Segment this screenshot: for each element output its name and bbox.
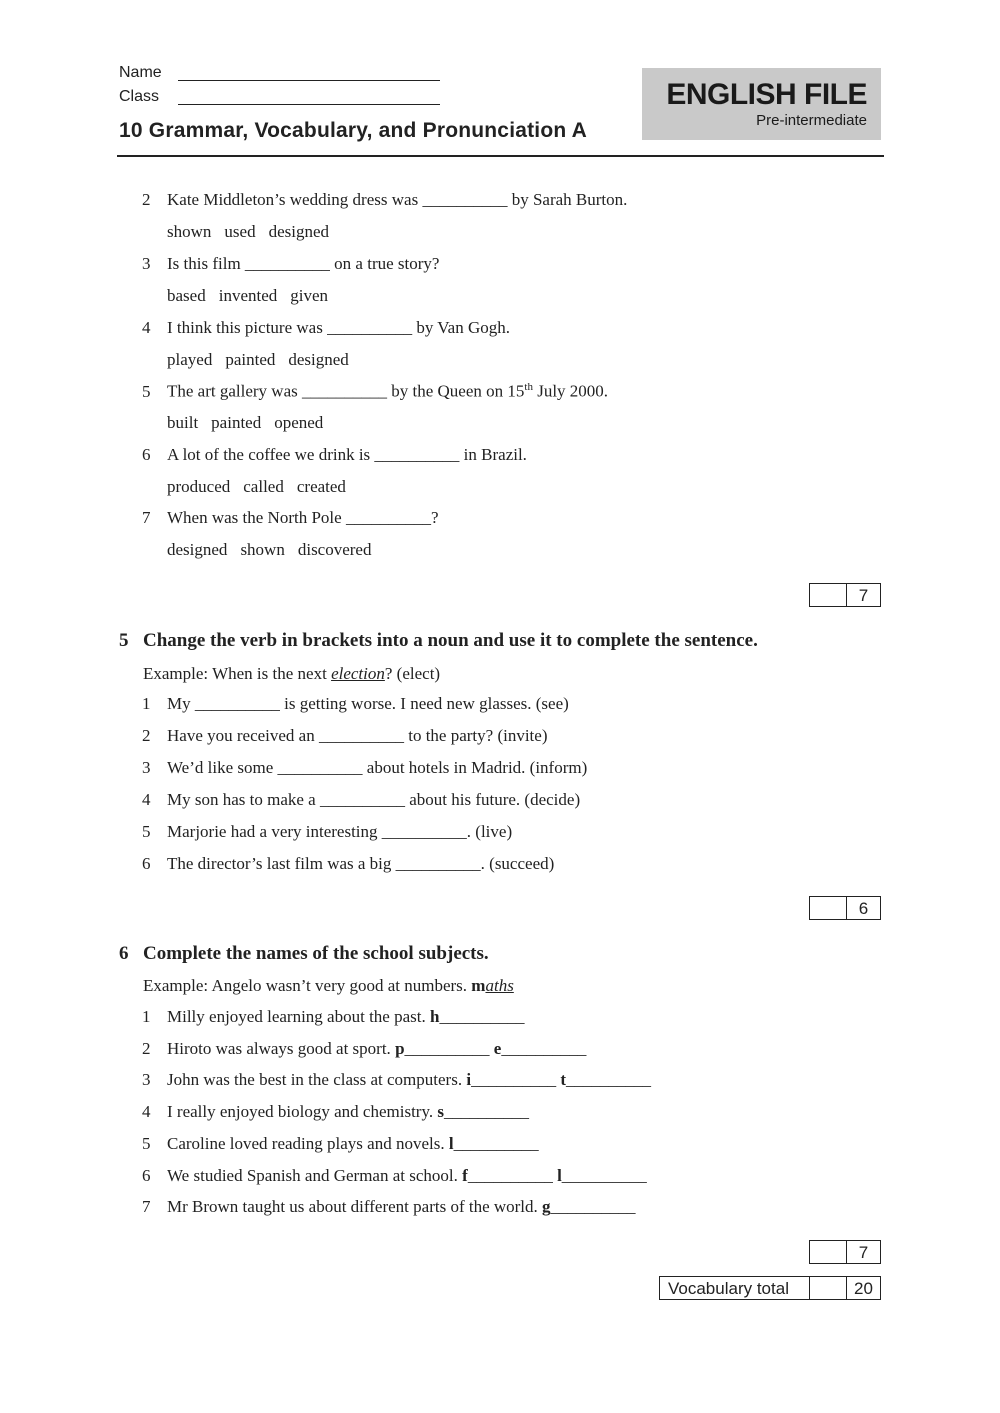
answer-blank[interactable]: __________ <box>404 1038 490 1058</box>
question-number: 3 <box>142 254 151 273</box>
question-text: July 2000. <box>532 381 609 401</box>
answer-blank[interactable]: __________ <box>277 758 363 777</box>
question-number: 6 <box>142 1165 151 1185</box>
first-letter: f <box>462 1165 468 1185</box>
question-number: 3 <box>142 1070 151 1090</box>
question-number: 5 <box>142 1133 151 1153</box>
answer-blank[interactable]: __________ <box>467 1165 553 1185</box>
question-text: is getting worse. I need new glasses. (see) <box>279 694 569 713</box>
option-word[interactable]: designed <box>288 350 349 369</box>
option-word[interactable]: given <box>290 286 329 305</box>
question-text: about hotels in Madrid. (inform) <box>362 758 588 777</box>
question-item <box>142 254 439 274</box>
first-letter: s <box>437 1102 444 1122</box>
answer-blank[interactable]: __________ <box>374 445 460 464</box>
section-5-heading <box>119 630 758 652</box>
answer-blank[interactable]: __________ <box>327 318 413 337</box>
question-text: Mr Brown taught us about different parts of the world. <box>167 1197 543 1217</box>
first-letter: p <box>395 1038 405 1058</box>
question-text: Marjorie had a very interesting <box>167 822 382 841</box>
question-text: . (succeed) <box>480 854 555 873</box>
section-4-score-box <box>809 583 881 607</box>
question-number: 6 <box>142 445 151 464</box>
question-text: ? <box>430 508 439 527</box>
answer-options <box>167 350 362 370</box>
answer-blank[interactable]: __________ <box>319 790 405 809</box>
class-label: Class <box>119 88 160 105</box>
example-answer: aths <box>485 976 514 995</box>
question-text: The director’s last film was a big <box>167 854 396 873</box>
answer-blank[interactable]: __________ <box>302 381 387 401</box>
question-item <box>142 1039 586 1059</box>
option-word[interactable]: used <box>224 222 256 241</box>
answer-blank[interactable]: __________ <box>439 1007 525 1026</box>
question-item <box>142 318 510 338</box>
question-text: to the party? (invite) <box>403 726 548 745</box>
question-number: 7 <box>142 1197 151 1217</box>
section-6-score-box <box>809 1240 881 1264</box>
question-item <box>142 381 608 402</box>
option-word[interactable]: opened <box>274 413 324 432</box>
question-text: Kate Middleton’s wedding dress was <box>167 190 423 209</box>
question-item <box>142 694 569 714</box>
option-word[interactable]: invented <box>218 286 278 305</box>
section-4-score: 7 <box>858 586 869 605</box>
question-item <box>142 822 512 842</box>
section-5-score: 6 <box>858 899 869 918</box>
option-word[interactable]: played <box>167 350 213 369</box>
question-text: Hiroto was always good at sport. <box>167 1038 396 1058</box>
section-6-score: 7 <box>858 1243 869 1262</box>
question-text: John was the best in the class at computers. <box>167 1070 467 1090</box>
question-text: by Van Gogh. <box>412 318 510 337</box>
option-word[interactable]: designed <box>167 540 228 559</box>
question-text: A lot of the coffee we drink is <box>167 445 375 464</box>
answer-blank[interactable]: __________ <box>345 508 431 527</box>
question-item <box>142 726 548 746</box>
answer-blank[interactable]: __________ <box>471 1070 557 1090</box>
first-letter: t <box>560 1070 566 1090</box>
first-letter: l <box>557 1165 562 1185</box>
question-text: about his future. (decide) <box>404 790 581 809</box>
vocabulary-total: 20 <box>854 1279 873 1298</box>
page-title: 10 Grammar, Vocabulary, and Pronunciation A <box>119 119 588 142</box>
question-text: The art gallery was <box>167 381 302 401</box>
question-number: 2 <box>142 190 151 209</box>
option-word[interactable]: produced <box>167 477 231 496</box>
question-item <box>142 445 527 465</box>
answer-options <box>167 477 359 497</box>
question-number: 4 <box>142 1102 151 1122</box>
answer-blank[interactable]: __________ <box>318 726 404 745</box>
question-number: 2 <box>142 1038 151 1058</box>
question-number: 7 <box>142 508 151 527</box>
question-text: I really enjoyed biology and chemistry. <box>167 1102 438 1122</box>
question-text: by the Queen on 15 <box>387 381 525 401</box>
vocabulary-total-label: Vocabulary total <box>659 1276 810 1300</box>
question-text: I think this picture was <box>167 318 328 337</box>
question-item <box>142 1007 524 1027</box>
answer-options <box>167 413 336 433</box>
question-item <box>142 758 587 778</box>
question-number: 3 <box>142 758 151 777</box>
option-word[interactable]: shown <box>167 222 212 241</box>
question-item <box>142 1134 539 1154</box>
answer-options <box>167 222 342 242</box>
question-item <box>142 854 554 874</box>
example-answer: election <box>331 664 385 683</box>
question-text: by Sarah Burton. <box>507 190 628 209</box>
question-text: . (live) <box>466 822 513 841</box>
option-word[interactable]: discovered <box>297 540 372 559</box>
question-text: When was the North Pole <box>167 508 346 527</box>
question-item <box>142 1102 529 1122</box>
answer-blank[interactable]: __________ <box>422 190 508 209</box>
question-item <box>142 790 580 810</box>
option-word[interactable]: painted <box>225 350 276 369</box>
first-letter: h <box>429 1007 440 1026</box>
question-text: in Brazil. <box>459 445 527 464</box>
vocabulary-total-box <box>809 1276 881 1300</box>
answer-blank[interactable]: __________ <box>244 254 330 273</box>
brand-title: ENGLISH FILE <box>666 78 867 111</box>
total-input[interactable] <box>810 1277 847 1299</box>
question-text: Have you received an <box>167 726 319 745</box>
question-number: 2 <box>142 726 151 745</box>
answer-blank[interactable]: __________ <box>443 1102 529 1122</box>
score-input[interactable] <box>810 584 847 606</box>
example-letter: m <box>471 976 486 995</box>
option-word[interactable]: based <box>167 286 206 305</box>
name-field[interactable] <box>178 80 440 81</box>
answer-options <box>167 286 341 306</box>
section-6-number: 6 <box>119 943 129 964</box>
option-word[interactable]: created <box>296 477 346 496</box>
question-text: Is this film <box>167 254 245 273</box>
section-5-example <box>143 664 440 684</box>
first-letter: i <box>466 1070 472 1090</box>
option-word[interactable]: designed <box>268 222 330 241</box>
header-divider <box>117 155 884 157</box>
question-number: 5 <box>142 381 151 401</box>
example-text: Example: Angelo wasn’t very good at numbers. <box>143 976 472 995</box>
question-number: 4 <box>142 790 151 809</box>
first-letter: e <box>493 1038 502 1058</box>
question-text: on a true story? <box>329 254 440 273</box>
question-text: My son has to make a <box>167 790 320 809</box>
answer-blank[interactable]: __________ <box>381 822 467 841</box>
answer-blank[interactable]: __________ <box>395 854 481 873</box>
section-5-number: 5 <box>119 630 129 651</box>
first-letter: g <box>542 1197 551 1217</box>
option-word[interactable]: called <box>243 477 284 496</box>
question-item <box>142 190 627 210</box>
question-item <box>142 1070 651 1090</box>
question-number: 6 <box>142 854 151 873</box>
section-6-heading <box>119 943 489 965</box>
question-text: My <box>167 694 195 713</box>
score-input[interactable] <box>810 1241 847 1263</box>
option-word[interactable]: painted <box>211 413 262 432</box>
superscript: th <box>524 381 533 393</box>
example-hint: ? (elect) <box>384 664 441 683</box>
answer-blank[interactable]: __________ <box>561 1165 647 1185</box>
answer-blank[interactable]: __________ <box>550 1197 636 1217</box>
question-number: 1 <box>142 1007 151 1026</box>
score-input[interactable] <box>810 897 847 919</box>
answer-blank[interactable]: __________ <box>501 1038 587 1058</box>
question-item <box>142 1197 636 1217</box>
question-text: Milly enjoyed learning about the past. <box>167 1007 430 1026</box>
answer-blank[interactable]: __________ <box>453 1133 539 1153</box>
question-number: 5 <box>142 822 151 841</box>
section-6-example <box>143 976 514 996</box>
option-word[interactable]: shown <box>240 540 285 559</box>
section-5-score-box <box>809 896 881 920</box>
brand-level: Pre-intermediate <box>756 112 867 129</box>
question-text: Caroline loved reading plays and novels. <box>167 1133 449 1153</box>
first-letter: l <box>448 1133 454 1153</box>
class-field[interactable] <box>178 104 440 105</box>
question-number: 4 <box>142 318 151 337</box>
answer-blank[interactable]: __________ <box>565 1070 651 1090</box>
option-word[interactable]: built <box>167 413 199 432</box>
question-item <box>142 508 438 528</box>
answer-blank[interactable]: __________ <box>194 694 280 713</box>
question-number: 1 <box>142 694 151 713</box>
section-6-instruction: Complete the names of the school subjects. <box>143 943 489 964</box>
question-text: We studied Spanish and German at school. <box>167 1165 463 1185</box>
name-label: Name <box>119 64 162 81</box>
question-item <box>142 1166 647 1186</box>
section-5-instruction: Change the verb in brackets into a noun and use it to complete the sentence. <box>143 630 758 651</box>
question-text: We’d like some <box>167 758 278 777</box>
brand-logo <box>642 68 881 140</box>
example-text: Example: When is the next <box>143 664 332 683</box>
answer-options <box>167 540 384 560</box>
